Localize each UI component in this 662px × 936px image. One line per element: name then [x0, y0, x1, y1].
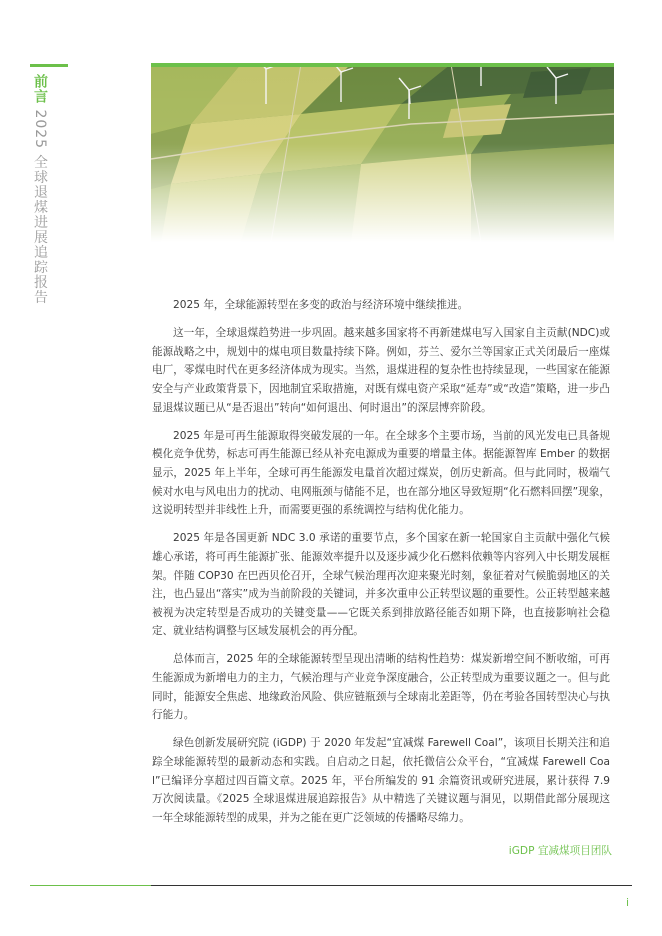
sidebar-accent-bar — [30, 64, 68, 67]
document-title: 2025 全球退煤进展追踪报告 — [32, 109, 48, 305]
signature: iGDP 宜减煤项目团队 — [508, 845, 612, 857]
footer-accent-line — [30, 885, 151, 886]
aerial-farmland-wind-turbines-photo — [151, 64, 614, 242]
footer-divider — [151, 885, 632, 886]
paragraph: 绿色创新发展研究院 (iGDP) 于 2020 年发起“宜减煤 Farewell Coal”，该项目长期关注和追踪全球能源转型的最新动态和实践。自启动之日起，依托微信公众平台，“宜减煤 Farewell Coal”已编译分享超过四百篇文章。2025 年，平台所编发的 91 余篇资讯或研究进展，累计获得 7.9 万次阅读量。《2025 全球退煤进展追踪报告》从中精选了关键议题与洞见，以期借此部分展现这一年全球能源转型的成果，并为之能在更广泛领域的传播略尽绵力。 — [152, 737, 610, 824]
section-label: 前言 — [32, 74, 48, 104]
preface-body — [152, 296, 610, 837]
hero-accent-bar — [151, 63, 614, 67]
sidebar-title — [31, 74, 49, 305]
paragraph: 2025 年是各国更新 NDC 3.0 承诺的重要节点，多个国家在新一轮国家自主贡献中强化气候雄心承诺，将可再生能源扩张、能源效率提升以及逐步减少化石燃料依赖等内容列入中长期发展框架。伴随 COP30 在巴西贝伦召开，全球气候治理再次迎来聚光时刻，象征着对气候脆弱地区的关注，也凸显出“落实”成为当前阶段的关键词，并多次重申公正转型议题的重要性。公正转型越来越被视为决定转型是否成功的关键变量——它既关系到排放路径能否如期下降，也直接影响社会稳定、就业结构调整与区域发展机会的再分配。 — [152, 532, 610, 638]
hero-photo — [151, 64, 614, 242]
paragraph: 2025 年，全球能源转型在多变的政治与经济环境中继续推进。 — [173, 299, 469, 311]
paragraph: 总体而言，2025 年的全球能源转型呈现出清晰的结构性趋势：煤炭新增空间不断收缩，可再生能源成为新增电力的主力，气候治理与产业竞争深度融合，公正转型成为重要议题之一。但与此同时，能源安全焦虑、地缘政治风险、供应链瓶颈与全球南北差距等，仍在考验各国转型决心与执行能力。 — [152, 653, 610, 722]
page-number: i — [625, 896, 629, 909]
paragraph: 这一年，全球退煤趋势进一步巩固。越来越多国家将不再新建煤电写入国家自主贡献(NDC)或能源战略之中，规划中的煤电项目数量持续下降。例如，芬兰、爱尔兰等国家正式关闭最后一座煤电厂，零煤电时代在更多经济体成为现实。当然，退煤进程的复杂性也持续显现，一些国家在能源安全与产业政策背景下，因地制宜采取措施，对既有煤电资产采取“延寿”或“改造”策略，进一步凸显退煤议题已从“是否退出”转向“如何退出、何时退出”的深层博弈阶段。 — [152, 327, 610, 414]
paragraph: 2025 年是可再生能源取得突破发展的一年。在全球多个主要市场，当前的风光发电已具备规模化竞争优势，标志可再生能源已经从补充电源成为重要的增量主体。据能源智库 Ember 的数据显示，2025 年上半年，全球可再生能源发电量首次超过煤炭，创历史新高。但与此同时，极端气候对水电与风电出力的扰动、电网瓶颈与储能不足，也在部分地区导致短期“化石燃料回摆”现象，这说明转型并非线性上升，而需要更强的系统调控与结构优化能力。 — [152, 429, 610, 517]
